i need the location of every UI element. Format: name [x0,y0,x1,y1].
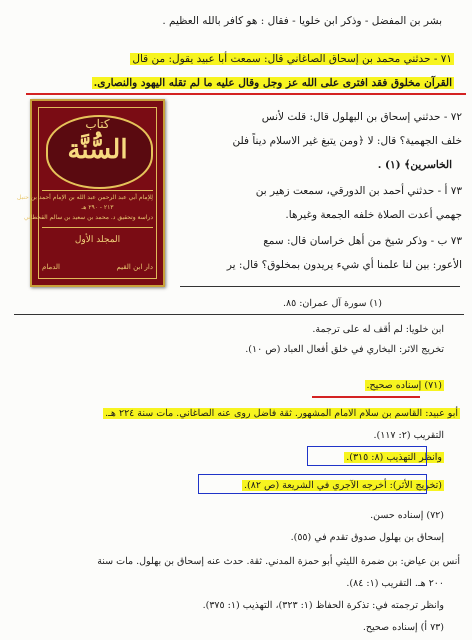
text-line [14,76,454,91]
highlighted-text: (٧١) إسناده صحيح. [366,380,442,391]
red-underline [26,93,466,95]
cover-editor: دراسة وتحقيق د. محمد بن سعيد بن سالم القحطاني [23,214,153,221]
footnote-line: إسحاق بن بهلول صدوق تقدم في (٥٥). [290,532,444,543]
highlighted-text: القرآن مخلوق فقد افترى على الله عز وجل وقال عليه ما لم تقله اليهود والنصارى. [93,77,452,89]
highlighted-text: أبو عبيد: القاسم بن سلام الامام المشهور. ثقة فاضل روى عنه الصاغاني. مات سنة ٢٢٤ هـ. [105,408,458,419]
highlighted-text: (تخريج الأثر): أخرجه الآجري في الشريعة (ص ٨٢). [244,480,442,491]
cover-author-dates: ٢١٣ - ٢٩٠ هـ [81,204,114,211]
footnote-line: (٧٣ أ) إسناده صحيح. [362,622,444,633]
blue-box [198,474,427,494]
footnote-line: (٧٢) إسناده حسن. [370,510,444,521]
cover-volume: المجلد الأول [74,235,121,245]
highlighted-text: وانظر التهذيب (٨: ٣١٥). [346,452,442,463]
footnote-line: تخريج الاثر: البخاري في خلق أفعال العباد (ص ١٠). [245,344,444,355]
footnote-line: أنس بن عياض: بن ضمرة الليثي أبو حمزة المدني. ثقة. حدث عنه إسحاق بن بهلول. مات سنة [97,556,460,567]
cover-publisher [42,263,153,271]
book-cover-image [16,99,165,287]
footnote-line [24,378,444,393]
footnote-line: وانظر ترجمته في: تذكرة الحفاظ (١: ٣٢٣)، التهذيب (١: ٣٧٥). [202,600,444,611]
footnote-separator [14,314,464,315]
footnote-line: ٢٠٠ هـ. التقريب (١: ٨٤). [346,578,444,589]
text-line: ٧٢ - حدثني إسحاق بن البهلول قال: قلت لأنس [261,111,462,123]
blue-box [307,446,427,466]
footnote-line: (١) سورة آل عمران: ٨٥. [282,298,382,309]
text-line: ٧٣ ب - وذكر شيخ من أهل خراسان قال: سمع [263,235,462,247]
text-line: خلف الجهمية؟ قال: لا ﴿ومن يتبغ غير الاسلام ديناً فلن [232,135,462,147]
red-underline [312,396,420,398]
cover-divider [42,227,153,228]
footnote-line: التقريب (٢: ١١٧). [373,430,444,441]
cover-divider [42,190,153,191]
cover-kitab: كتاب [85,117,110,131]
text-line: الخاسرين﴾ (١) . [377,159,452,171]
cover-publisher-left: الدمام [42,263,60,271]
footnote-line: ابن خلويا: لم أقف له على ترجمة. [312,324,444,335]
footnote-separator [180,286,460,287]
text-line [14,52,454,67]
text-line: جهمي أعدت الصلاة خلفه الجمعة وغيرها. [285,209,462,221]
cover-title: السُّنَّة [67,135,128,165]
text-line: الأعور: بين لنا علمنا أي شيء يريدون بمخلوق؟ قال: ير [226,259,462,271]
text-line: بشر بن المفضل - وذكر ابن خلويا - فقال : هو كافر بالله العظيم . [162,15,442,27]
cover-author: لِلإمام أبي عبد الرحمن عبد الله بن الإمام أحمد بن حنبل [16,194,153,201]
footnote-line [20,406,460,421]
text-line: ٧٣ أ - حدثني أحمد بن الدورقي، سمعت زهير بن [255,185,462,197]
highlighted-text: ٧١ - حدثني محمد بن إسحاق الصاغاني قال: سمعت أبا عبيد يقول: من قال [132,53,452,65]
cover-publisher-right: دار ابن القيم [116,263,153,271]
